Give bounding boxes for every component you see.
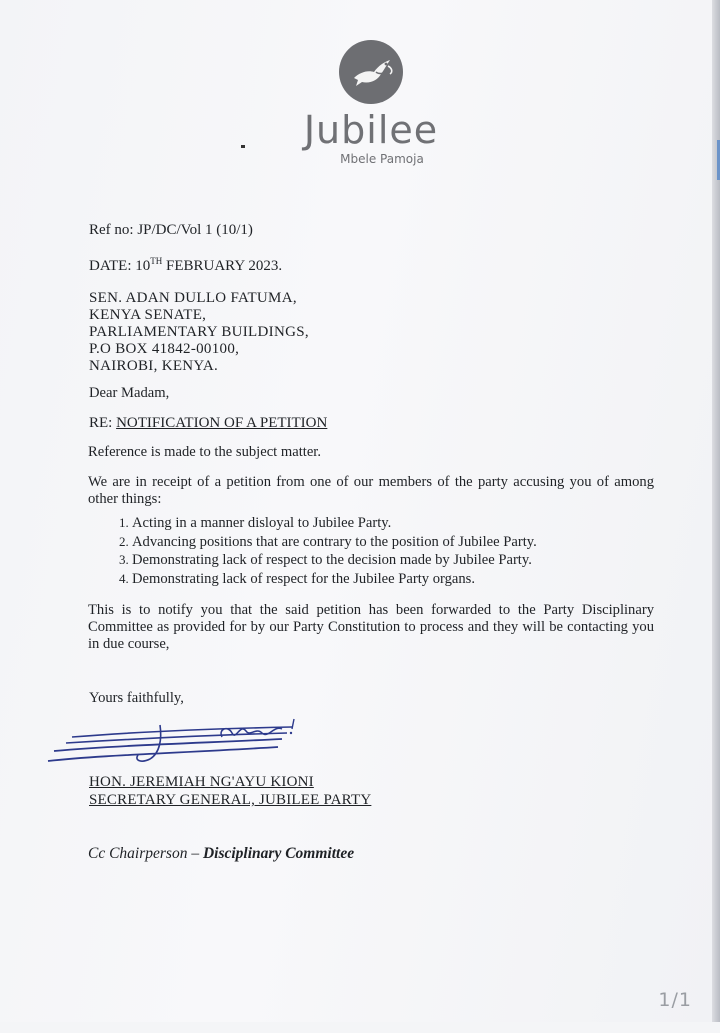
- paragraph-petition: We are in receipt of a petition from one of our members of the party accusing you of among other things:: [88, 474, 654, 507]
- signatory-title: SECRETARY GENERAL, JUBILEE PARTY: [89, 792, 372, 808]
- paragraph-reference: Reference is made to the subject matter.: [88, 444, 322, 460]
- subject-label: RE:: [89, 415, 117, 431]
- paragraph-notification: This is to notify you that the said petition has been forwarded to the Party Disciplinary Committee as provided for by our Party Constitution to process and they will be contacting you in due course,: [88, 602, 654, 652]
- cc-prefix: Cc Chairperson –: [88, 845, 203, 862]
- dove-icon: [339, 40, 403, 104]
- speck: [241, 145, 245, 148]
- cc-line: [88, 845, 354, 863]
- address-line: KENYA SENATE,: [89, 307, 207, 323]
- list-item: 3. Demonstrating lack of respect to the decision made by Jubilee Party.: [132, 551, 537, 570]
- address-line: P.O BOX 41842-00100,: [89, 341, 240, 357]
- ref-number: Ref no: JP/DC/Vol 1 (10/1): [89, 222, 253, 238]
- subject-text: NOTIFICATION OF A PETITION: [116, 415, 328, 431]
- address-line: NAIROBI, KENYA.: [89, 358, 219, 374]
- cc-committee: Disciplinary Committee: [202, 845, 355, 862]
- jubilee-logo: [286, 40, 456, 166]
- date-suffix: FEBRUARY 2023.: [162, 258, 283, 274]
- letter-date: [89, 256, 282, 275]
- subject-line: [89, 415, 327, 432]
- list-item: 2. Advancing positions that are contrary to the position of Jubilee Party.: [132, 533, 537, 552]
- accusation-list: [88, 514, 537, 588]
- signatory-name: HON. JEREMIAH NG'AYU KIONI: [89, 774, 314, 790]
- date-superscript: TH: [150, 256, 163, 266]
- address-line: SEN. ADAN DULLO FATUMA,: [89, 290, 297, 306]
- address-line: PARLIAMENTARY BUILDINGS,: [89, 324, 309, 340]
- list-item: 1. Acting in a manner disloyal to Jubilee Party.: [132, 514, 537, 533]
- list-item: 4. Demonstrating lack of respect for the Jubilee Party organs.: [132, 570, 537, 589]
- salutation: Dear Madam,: [89, 385, 170, 401]
- closing: Yours faithfully,: [89, 690, 184, 706]
- recipient-address-block: [89, 290, 309, 375]
- brand-tagline: Mbele Pamoja: [340, 152, 424, 166]
- date-prefix: DATE: 10: [89, 258, 151, 274]
- brand-name: Jubilee: [303, 108, 439, 152]
- signature: [42, 715, 312, 780]
- page-indicator: 1/1: [658, 989, 692, 1011]
